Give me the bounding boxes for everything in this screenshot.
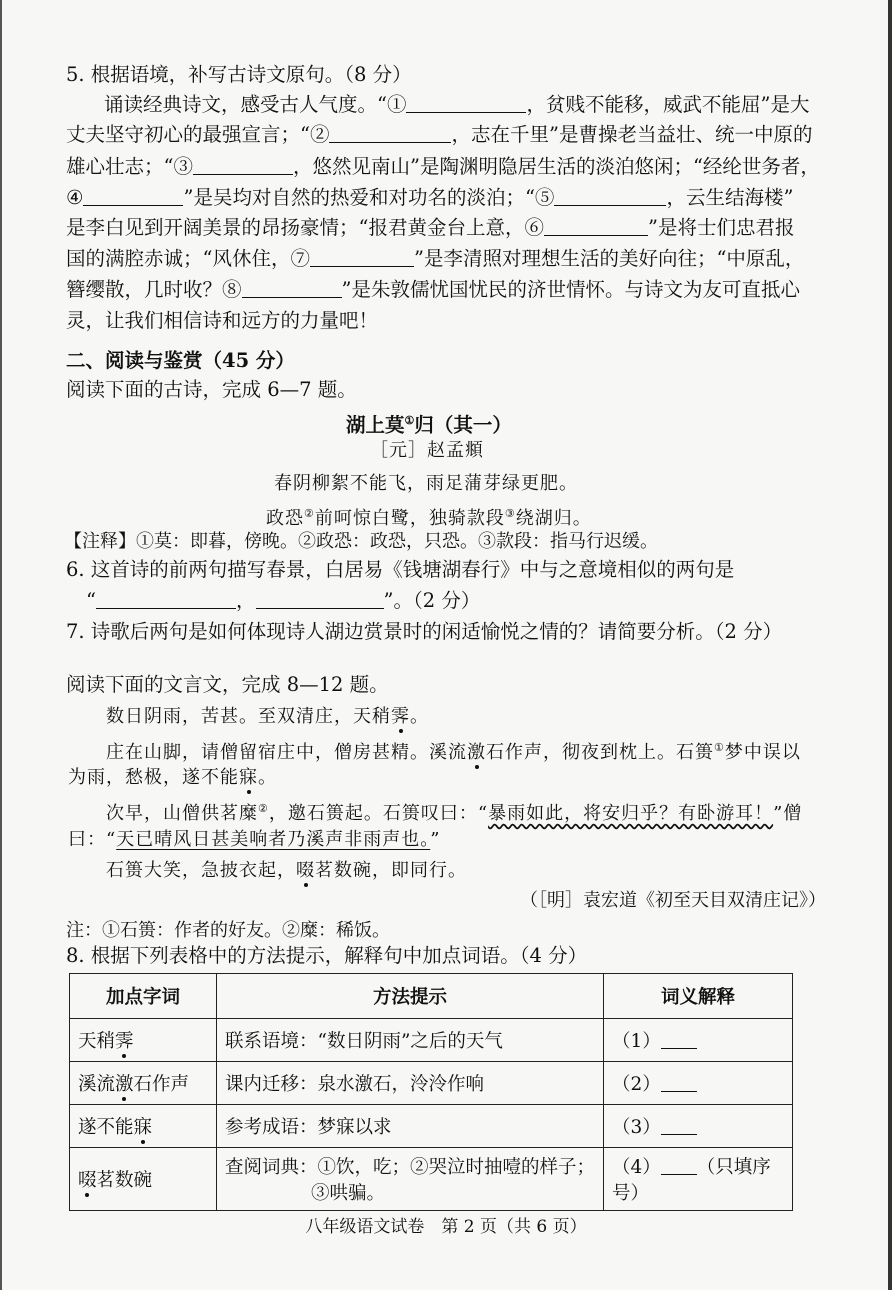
- classical-text: 石作声，彻夜到枕上。石篑: [486, 742, 714, 763]
- answer-blank-table-3[interactable]: [661, 1114, 697, 1135]
- poem-notes: 【注释】①莫：即暮，傍晚。②政恐：政恐，只恐。③款段：指马行迟缓。: [64, 531, 658, 552]
- table-header-row: [70, 974, 793, 1019]
- answer-note: （只填序号）: [612, 1157, 771, 1204]
- word-text: 遂不能: [78, 1117, 134, 1138]
- word-text: 天稍: [78, 1031, 116, 1052]
- classical-p3: [106, 794, 802, 829]
- poem-title-text: 湖上莫: [346, 413, 405, 437]
- q5-text: ”是朱敦儒忧国忧民的济世情怀。与诗文为友可直抵心: [341, 278, 800, 301]
- classical-text: 曰：“: [68, 829, 117, 850]
- classical-source: （［明］袁宏道《初至天目双清庄记》）: [520, 890, 826, 911]
- word-text: 溪流: [78, 1074, 116, 1095]
- hint-cell: [217, 1148, 604, 1211]
- dotted-word: 激: [467, 742, 486, 763]
- q5-text: ”是吴均对自然的热爱和对功名的淡泊；“⑤: [183, 186, 555, 209]
- table-header: 方法提示: [217, 974, 604, 1019]
- poem-title-text: 归（其一）: [414, 413, 512, 437]
- classical-text: 。: [410, 706, 429, 727]
- hint-cell: 课内迁移：泉水激石，泠泠作响: [217, 1062, 604, 1105]
- q5-line-7: [66, 275, 800, 305]
- classical-text: 梦中误以: [724, 742, 801, 763]
- word-cell: [70, 1062, 217, 1105]
- hint-cell: 参考成语：梦寐以求: [217, 1105, 604, 1148]
- footnote-marker: ③: [504, 507, 516, 520]
- answer-blank-7[interactable]: [310, 246, 414, 267]
- section-heading: 二、阅读与鉴赏（45 分）: [66, 349, 295, 372]
- table-row: [70, 1105, 793, 1148]
- q8-heading: 8. 根据下列表格中的方法提示，解释句中加点词语。（4 分）: [66, 944, 588, 967]
- answer-blank-table-1[interactable]: [661, 1028, 697, 1049]
- scan-edge-left: [0, 0, 2, 1290]
- word-text: 石作声: [133, 1074, 190, 1095]
- poem-line-1: 春阴柳絮不能飞，雨足蒲芽绿更肥。: [274, 473, 578, 494]
- classical-intro: 阅读下面的文言文，完成 8—12 题。: [66, 673, 389, 696]
- hint-cell: 联系语境：“数日阴雨”之后的天气: [217, 1019, 604, 1062]
- classical-text: 茗数碗，即同行。: [315, 860, 467, 881]
- q5-line-8: 灵，让我们相信诗和远方的力量吧！: [66, 309, 379, 332]
- q5-text: 雄心壮志；“③: [66, 155, 193, 178]
- answer-label: （3）: [612, 1117, 661, 1138]
- q5-text: 国的满腔赤诚；“风休住，⑦: [66, 247, 310, 270]
- table-row: [70, 1148, 793, 1211]
- word-cell: [70, 1019, 217, 1062]
- classical-p4: [68, 825, 440, 855]
- dotted-word: 寐: [133, 1117, 153, 1138]
- answer-blank-4[interactable]: [83, 185, 183, 206]
- word-cell: [70, 1148, 217, 1211]
- section-intro: 阅读下面的古诗，完成 6—7 题。: [66, 378, 357, 401]
- classical-p5: [106, 856, 467, 886]
- q7-text: 7. 诗歌后两句是如何体现诗人湖边赏景时的闲适愉悦之情的？请简要分析。（2 分）: [66, 620, 783, 643]
- scan-edge-right: [888, 0, 892, 1290]
- q5-text: ”是将士们忠君报: [647, 216, 795, 239]
- q6-text: 6. 这首诗的前两句描写春景，白居易《钱塘湖春行》中与之意境相似的两句是: [66, 558, 735, 581]
- answer-label: （4）: [612, 1157, 661, 1178]
- answer-blank-q6-a[interactable]: [96, 588, 236, 609]
- q5-line-5: [66, 213, 794, 243]
- dotted-word: 霁: [115, 1031, 134, 1052]
- classical-text: 庄在山脚，请僧留宿庄中，僧房甚精。溪流: [106, 742, 467, 763]
- answer-blank-8[interactable]: [242, 277, 342, 298]
- q5-text: ，悠然见南山”是陶渊明隐居生活的淡泊悠闲；“经纶世务者，: [292, 155, 820, 178]
- answer-cell: [604, 1148, 793, 1211]
- answer-blank-3[interactable]: [193, 154, 293, 175]
- q5-text: 簪缨散，几时收？⑧: [66, 278, 242, 301]
- dotted-word: 寐: [239, 767, 258, 788]
- footnote-marker: ②: [258, 802, 269, 815]
- classical-text: 。: [258, 767, 277, 788]
- classical-text: ，邀石篑起。石篑叹曰：“: [268, 803, 489, 824]
- answer-label: （2）: [612, 1074, 661, 1095]
- q5-text: ，云生结海楼”: [666, 186, 794, 209]
- q6-text: ”。（2 分）: [383, 589, 481, 612]
- answer-blank-5[interactable]: [554, 185, 666, 206]
- word-text: 茗数碗: [96, 1170, 153, 1191]
- classical-text: ”僧: [773, 803, 803, 824]
- q6-text: “: [86, 589, 96, 612]
- dotted-word: 啜: [78, 1170, 97, 1191]
- underlined-sentence: 天已晴风日甚美响者乃溪声非雨声也。: [116, 829, 431, 850]
- dotted-word: 啜: [296, 860, 315, 881]
- page-footer: 八年级语文试卷 第 2 页（共 6 页）: [305, 1217, 587, 1237]
- classical-text: 数日阴雨，苦甚。至双清庄，天稍: [106, 706, 391, 727]
- answer-cell: [604, 1062, 793, 1105]
- q5-text: ”是李清照对理想生活的美好向往；“中原乱，: [413, 247, 805, 270]
- hint-line: ③哄骗。: [311, 1183, 386, 1204]
- q5-text: ④: [66, 186, 84, 209]
- answer-blank-6[interactable]: [544, 215, 648, 236]
- footnote-marker: ①: [404, 414, 415, 427]
- dotted-word: 激: [115, 1074, 134, 1095]
- table-row: [70, 1019, 793, 1062]
- q5-line-2: [66, 120, 812, 150]
- answer-blank-q6-b[interactable]: [256, 588, 384, 609]
- answer-label: （1）: [612, 1031, 661, 1052]
- classical-p1: [106, 702, 429, 732]
- q5-line-6: [66, 244, 804, 274]
- poem-author: ［元］赵孟頫: [370, 440, 484, 461]
- q5-text: 丈夫坚守初心的最强宣言；“②: [66, 123, 330, 146]
- table-header: 词义解释: [604, 974, 793, 1019]
- wavy-underlined-sentence: 暴雨如此，将安归乎？有卧游耳！: [488, 803, 774, 824]
- q5-line-1: [104, 90, 809, 120]
- answer-cell: [604, 1105, 793, 1148]
- classical-text: 石篑大笑，急披衣起，: [106, 860, 296, 881]
- hint-line: 查阅词典：①饮，吃；②哭泣时抽噎的样子；: [225, 1157, 596, 1178]
- table-header: 加点字词: [70, 974, 217, 1019]
- classical-text: 为雨，愁极，遂不能: [68, 767, 239, 788]
- table-row: [70, 1062, 793, 1105]
- classical-text: ”: [430, 829, 441, 850]
- poem-text: 政恐: [266, 508, 304, 529]
- poem-text: 绕湖归。: [515, 508, 592, 529]
- q5-line-3: [66, 152, 820, 182]
- q6-answer-line: [86, 586, 480, 616]
- vocab-table: [69, 973, 793, 1211]
- answer-cell: [604, 1019, 793, 1062]
- answer-blank-table-4[interactable]: [661, 1154, 697, 1175]
- q5-text: ，志在千里”是曹操老当益壮、统一中原的: [451, 123, 813, 146]
- poem-text: 前呵惊白鹭，独骑款段: [314, 508, 505, 529]
- q5-heading: 5. 根据语境，补写古诗文原句。（8 分）: [66, 63, 412, 86]
- footnote-marker: ②: [304, 507, 315, 520]
- classical-p2-cont: [68, 763, 277, 793]
- q6-text: ，: [235, 589, 256, 612]
- q5-text: 是李白见到开阔美景的昂扬豪情；“报君黄金台上意，⑥: [66, 216, 544, 239]
- answer-blank-table-2[interactable]: [661, 1071, 697, 1092]
- q5-text: ，贫贱不能移，威武不能屈”是大: [526, 93, 810, 116]
- q5-text: 诵读经典诗文，感受古人气度。“①: [104, 93, 407, 116]
- answer-blank-2[interactable]: [329, 122, 451, 143]
- word-cell: [70, 1105, 217, 1148]
- classical-text: 次早，山僧供茗糜: [106, 803, 258, 824]
- q5-line-4: [66, 183, 793, 213]
- dotted-word: 霁: [391, 706, 410, 727]
- classical-notes: 注：①石篑：作者的好友。②糜：稀饭。: [66, 920, 390, 941]
- footnote-marker: ①: [714, 741, 725, 754]
- answer-blank-1[interactable]: [406, 92, 526, 113]
